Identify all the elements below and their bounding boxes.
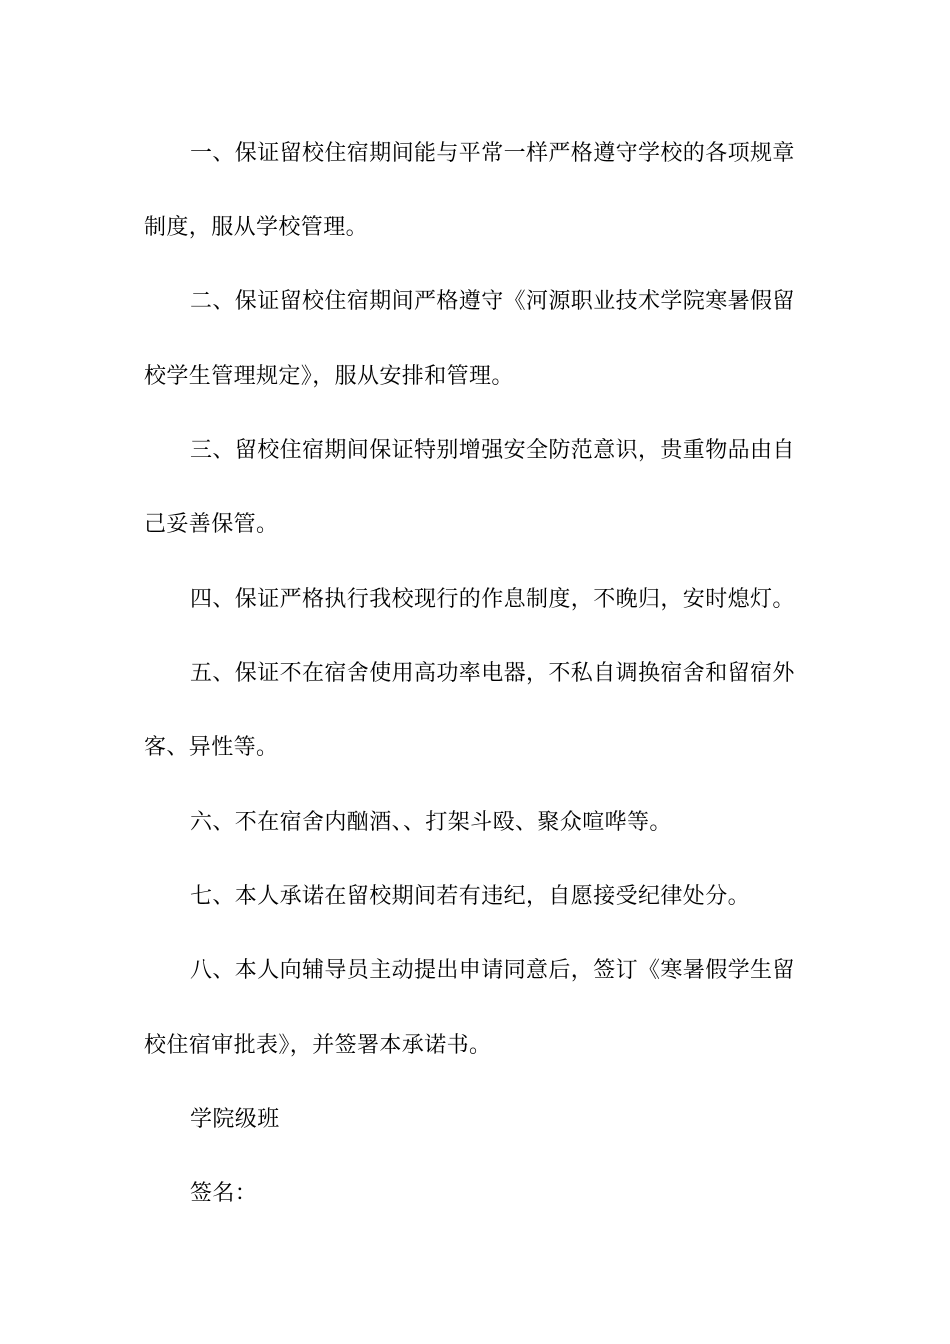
clause-6-line-1: 六、不在宿舍内酗酒、、打架斗殴、聚众喧哗等。: [190, 810, 672, 835]
clause-3-line-1: 三、留校住宿期间保证特别增强安全防范意识，贵重物品由自: [190, 438, 795, 463]
clause-2-line-1: 二、保证留校住宿期间严格遵守《河源职业技术学院寒暑假留: [190, 289, 795, 314]
class-line: 学院级班: [190, 1107, 280, 1132]
clause-5-line-1: 五、保证不在宿舍使用高功率电器，不私自调换宿舍和留宿外: [190, 661, 795, 686]
clause-8-line-1: 八、本人向辅导员主动提出申请同意后，签订《寒暑假学生留: [190, 958, 795, 983]
clause-3-line-2: 己妥善保管。: [144, 512, 279, 537]
clause-4-line-1: 四、保证严格执行我校现行的作息制度，不晚归，安时熄灯。: [190, 587, 795, 612]
clause-2-line-2: 校学生管理规定》，服从安排和管理。: [144, 364, 514, 389]
clause-1-line-1: 一、保证留校住宿期间能与平常一样严格遵守学校的各项规章: [190, 141, 795, 166]
signature-label: 签名：: [190, 1181, 258, 1206]
clause-1-line-2: 制度，服从学校管理。: [144, 215, 369, 240]
clause-5-line-2: 客、异性等。: [144, 735, 279, 760]
clause-8-line-2: 校住宿审批表》，并签署本承诺书。: [144, 1033, 492, 1058]
clause-7-line-1: 七、本人承诺在留校期间若有违纪，自愿接受纪律处分。: [190, 884, 751, 909]
